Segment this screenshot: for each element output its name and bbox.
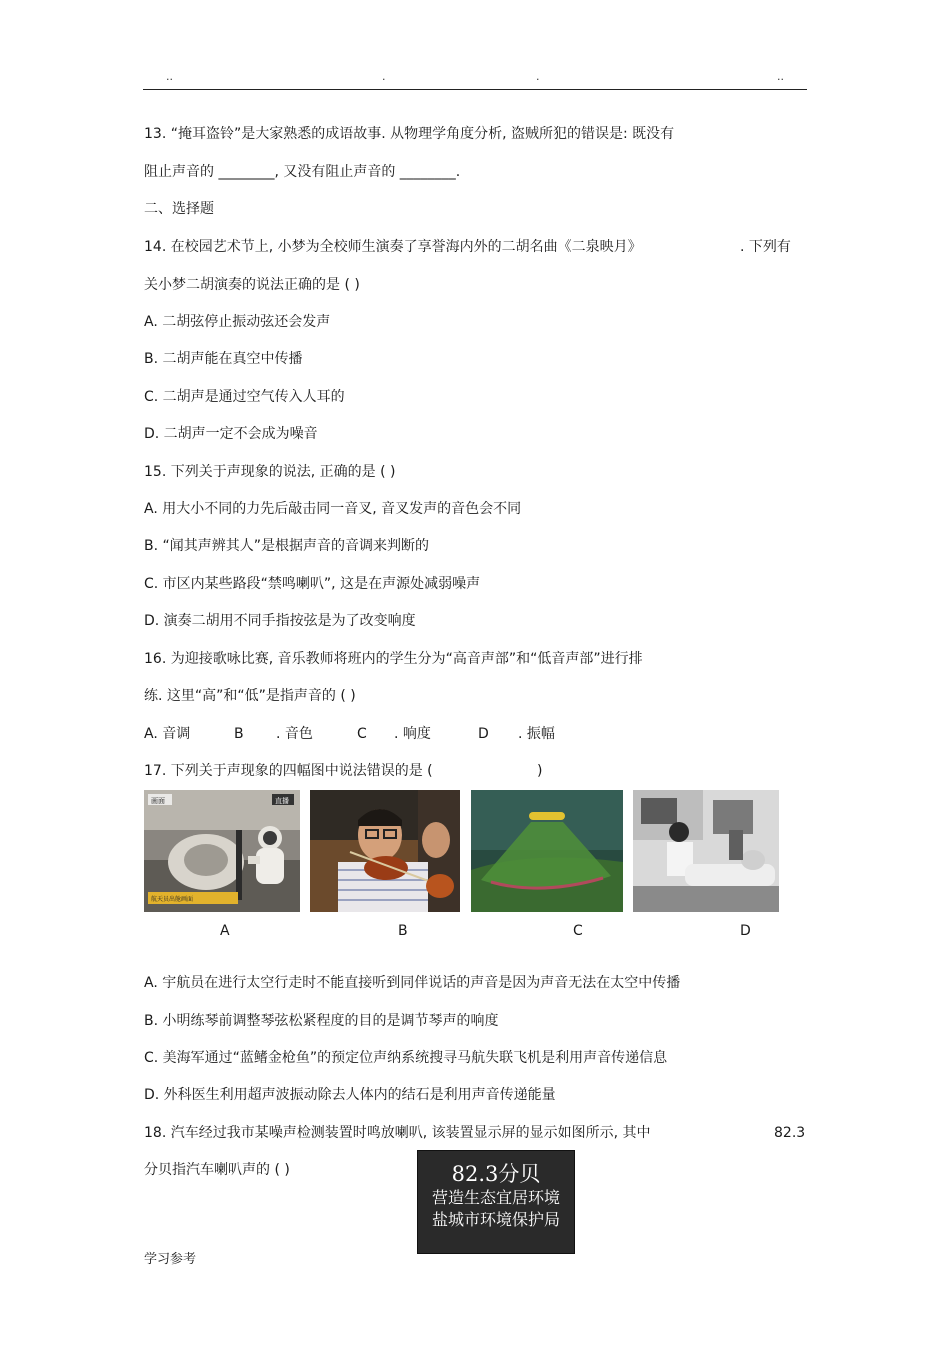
display-slogan: 营造生态宜居环境 bbox=[431, 1188, 560, 1207]
section-title: 二、选择题 bbox=[144, 201, 214, 217]
picture-a-caption-text: 航天员出舱画面 bbox=[151, 896, 194, 903]
picture-a-live-text: 直播 bbox=[275, 797, 289, 805]
header-dot-2: . bbox=[382, 70, 386, 83]
picture-a-corner-text: 画面 bbox=[151, 797, 165, 805]
q17-stem: 17. 下列关于声现象的四幅图中说法错误的是 ( bbox=[144, 763, 433, 779]
q16-line-1: 16. 为迎接歌咏比赛, 音乐教师将班内的学生分为“高音声部”和“低音声部”进行排 bbox=[144, 651, 643, 667]
q16-option-d-letter: D bbox=[478, 726, 489, 742]
q16-option-b-text: . 音色 bbox=[276, 726, 313, 742]
picture-b-label: B bbox=[398, 923, 408, 939]
header-dot-1: .. bbox=[166, 70, 173, 83]
q14-option-b: B. 二胡声能在真空中传播 bbox=[144, 351, 303, 367]
header-dot-3: . bbox=[536, 70, 540, 83]
q16-option-a: A. 音调 bbox=[144, 726, 191, 742]
q16-option-d-text: . 振幅 bbox=[518, 726, 555, 742]
q14-line-2: 关小梦二胡演奏的说法正确的是 ( ) bbox=[144, 277, 360, 293]
q15-option-a: A. 用大小不同的力先后敲击同一音叉, 音叉发声的音色会不同 bbox=[144, 501, 522, 517]
picture-d-label: D bbox=[740, 923, 751, 939]
picture-b-violin-player bbox=[310, 790, 460, 912]
q18-line-2: 分贝指汽车喇叭声的 ( ) bbox=[144, 1162, 290, 1178]
q14-line-1-tail: . 下列有 bbox=[740, 239, 791, 255]
q15-option-b: B. “闻其声辨其人”是根据声音的音调来判断的 bbox=[144, 538, 430, 554]
q17-option-b: B. 小明练琴前调整琴弦松紧程度的目的是调节琴声的响度 bbox=[144, 1013, 499, 1029]
q17-option-d: D. 外科医生利用超声波振动除去人体内的结石是利用声音传递能量 bbox=[144, 1087, 556, 1103]
q16-line-2: 练. 这里“高”和“低”是指声音的 ( ) bbox=[144, 688, 356, 704]
noise-reading: 82.3分贝 bbox=[451, 1162, 541, 1186]
picture-c-sonar bbox=[471, 790, 623, 912]
q16-option-b-letter: B bbox=[234, 726, 244, 742]
picture-a-astronaut bbox=[144, 790, 300, 912]
q14-option-d: D. 二胡声一定不会成为噪音 bbox=[144, 426, 318, 442]
q16-option-c-letter: C bbox=[357, 726, 367, 742]
picture-d-ultrasound-treatment bbox=[633, 790, 779, 912]
q15-option-c: C. 市区内某些路段“禁鸣喇叭”, 这是在声源处减弱噪声 bbox=[144, 576, 481, 592]
picture-c-label: C bbox=[573, 923, 583, 939]
q16-option-c-text: . 响度 bbox=[394, 726, 431, 742]
q13-line-1: 13. “掩耳盗铃”是大家熟悉的成语故事. 从物理学角度分析, 盗贼所犯的错误是: 既没有 bbox=[144, 126, 675, 142]
header-rule bbox=[143, 89, 807, 90]
q14-line-1: 14. 在校园艺术节上, 小梦为全校师生演奏了享誉海内外的二胡名曲《二泉映月》 bbox=[144, 239, 642, 255]
q17-option-a: A. 宇航员在进行太空行走时不能直接听到同伴说话的声音是因为声音无法在太空中传播 bbox=[144, 975, 681, 991]
q18-line-1-tail: 82.3 bbox=[774, 1125, 806, 1141]
q14-option-a: A. 二胡弦停止振动弦还会发声 bbox=[144, 314, 331, 330]
q14-option-c: C. 二胡声是通过空气传入人耳的 bbox=[144, 389, 345, 405]
picture-a-label: A bbox=[220, 923, 230, 939]
q13-line-2: 阻止声音的 ________, 又没有阻止声音的 ________. bbox=[144, 164, 461, 180]
noise-display-screen bbox=[417, 1150, 575, 1254]
q17-stem-close: ) bbox=[537, 763, 543, 779]
footer-text: 学习参考 bbox=[144, 1252, 197, 1267]
q15-stem: 15. 下列关于声现象的说法, 正确的是 ( ) bbox=[144, 464, 396, 480]
q17-option-c: C. 美海军通过“蓝鳍金枪鱼”的预定位声纳系统搜寻马航失联飞机是利用声音传递信息 bbox=[144, 1050, 668, 1066]
q15-option-d: D. 演奏二胡用不同手指按弦是为了改变响度 bbox=[144, 613, 416, 629]
header-dot-4: .. bbox=[777, 70, 784, 83]
q18-line-1: 18. 汽车经过我市某噪声检测装置时鸣放喇叭, 该装置显示屏的显示如图所示, 其中 bbox=[144, 1125, 651, 1141]
display-agency: 盐城市环境保护局 bbox=[431, 1210, 560, 1229]
